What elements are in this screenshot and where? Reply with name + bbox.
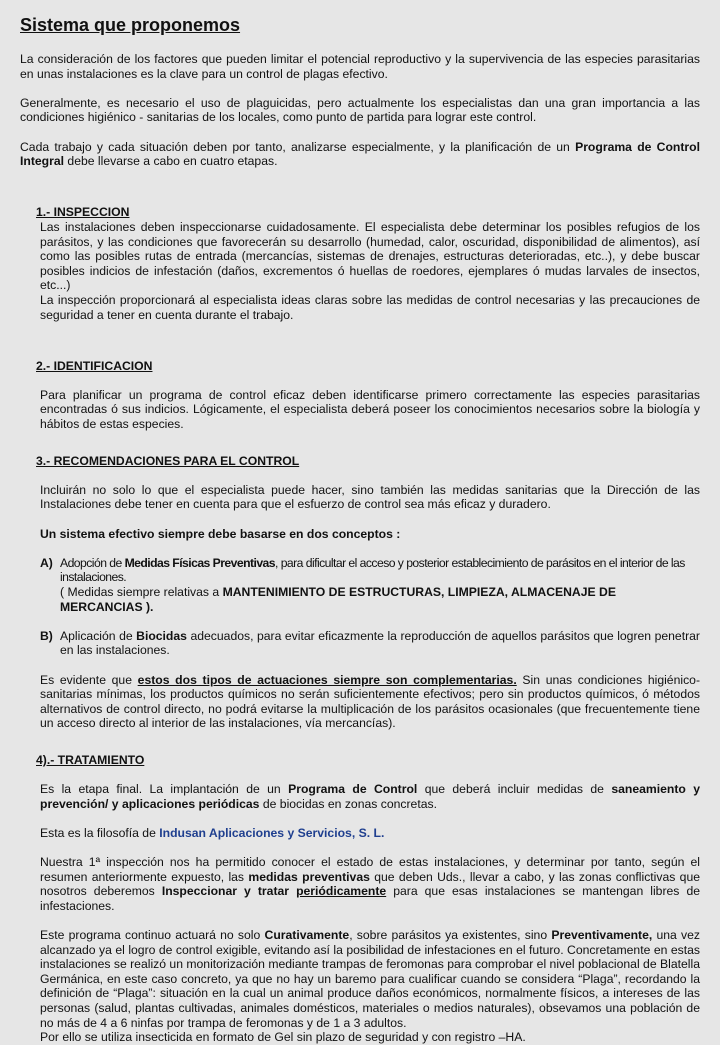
list-label-a: A)	[40, 555, 53, 570]
section-4-paragraph-5: Por ello se utiliza insecticida en formato de Gel sin plazo de seguridad y con registro –HA.	[40, 1030, 526, 1045]
section-3-paragraph-1: Incluirán no solo lo que el especialista puede hacer, sino también las medidas sanitarias que la Dirección de las Instalaciones debe tener en cuenta para que el esfuerzo de control sea más eficaz y duradero.	[40, 482, 700, 512]
section-4-paragraph-4: Este programa continuo actuará no solo Curativamente, sobre parásitos ya existentes, sino Preventivamente, una vez alcanzado ya el logro de control exigible, evitando así la posibilidad de infestaciones en el futuro. Concretamente en estas instalaciones se realizó un monitorización mediante trampas de feromonas para comprobar el nivel poblacional de Blatella Germánica, en este caso concreto, ya que no hay un baremo para cualificar cuando se considera “Plaga”, recordando la definición de “Plaga”: situación en la cual un animal produce daños económicos, normalmente físicos, a intereses de las personas (salud, plantas cultivadas, animales domésticos, materiales o medios naturales), obsevamos una población de no más de 4 a 6 ninfas por trampa de feromonas y de 1 a 3 adultos.	[40, 928, 701, 1030]
page-title: Sistema que proponemos	[20, 15, 241, 35]
section-3-conclusion: Es evidente que estos dos tipos de actuaciones siempre son complementarias. Sin unas condiciones higiénico- sanitarias mínimas, los productos químicos no serán suficientemente efectivos; pero sin productos químicos, ó métodos alternativos de control directo, no podrá evitarse la multiplicación de los parásitos ocasionales (que frecuentemente tiene un acceso directo al interior de las instalaciones, vía mercancías).	[40, 672, 701, 731]
section-1-paragraph-1: Las instalaciones deben inspeccionarse cuidadosamente. El especialista debe determinar los posibles refugios de los parásitos, y las condiciones que favorecerán su desarrollo (humedad, calor, oscuridad, disponibilidad de alimentos), así como las posibles rutas de entrada (mercancías, sistemas de drenajes, estructuras deterioradas, etc..), y debe buscar posibles indicios de infestación (daños, excrementos ó huellas de roedores, ejemplares ó mudas larvales de insectos, etc...)	[40, 219, 700, 293]
intro-paragraph-1: La consideración de los factores que pueden limitar el potencial reproductivo y la supervivencia de las especies parasitarias en unas instalaciones es la clave para un control de plagas efectivo.	[20, 52, 700, 81]
list-item-a: A) Adopción de Medidas Físicas Preventivas, para dificultar el acceso y posterior establecimiento de parásitos en el interior de las instalaciones. ( Medidas siempre relativas a MANTENIMIENTO DE ESTRUCTURAS, LIMPIEZA, ALMACENAJE DE MERCANCIAS ).	[40, 555, 685, 614]
list-label-b: B)	[40, 628, 53, 643]
intro-paragraph-3: Cada trabajo y cada situación deben por tanto, analizarse especialmente, y la planificación de un Programa de Control Integral debe llevarse a cabo en cuatro etapas.	[20, 139, 701, 169]
program-name: Programa de Control Integral	[20, 139, 701, 169]
concepts-heading: Un sistema efectivo siempre debe basarse en dos conceptos :	[40, 526, 401, 541]
section-4-paragraph-2: Esta es la filosofía de Indusan Aplicaciones y Servicios, S. L.	[40, 825, 385, 840]
section-3-title: 3.- RECOMENDACIONES PARA EL CONTROL	[36, 453, 300, 468]
section-4-paragraph-1: Es la etapa final. La implantación de un Programa de Control que deberá incluir medidas de saneamiento y prevención/ y aplicaciones periódicas de biocidas en zonas concretas.	[40, 782, 701, 811]
intro-paragraph-2: Generalmente, es necesario el uso de plaguicidas, pero actualmente los especialistas dan una gran importancia a las condiciones higiénico - sanitarias de los locales, como punto de partida para lograr este control.	[20, 95, 700, 125]
company-name: Indusan Aplicaciones y Servicios, S. L.	[159, 825, 385, 840]
section-4-title: 4).- TRATAMIENTO	[36, 752, 145, 767]
section-1-title: 1.- INSPECCION	[36, 205, 130, 220]
section-2-paragraph-1: Para planificar un programa de control eficaz deben identificarse primero correctamente las especies parasitarias encontradas ó sus indicios. Lógicamente, el especialista deberá poseer los conocimientos necesarios sobre la biología y hábitos de estas especies.	[40, 387, 700, 432]
section-4-paragraph-3: Nuestra 1ª inspección nos ha permitido conocer el estado de estas instalaciones, y determinar por tanto, según el resumen anteriormente expuesto, las medidas preventivas que deben Uds., llevar a cabo, y las zonas conflictivas que nosotros deberemos Inspeccionar y tratar periódicamente para que esas instalaciones se mantengan libres de infestaciones.	[40, 855, 701, 913]
section-1-paragraph-2: La inspección proporcionará al especialista ideas claras sobre las medidas de control necesarias y las precauciones de seguridad a tener en cuenta durante el trabajo.	[40, 292, 700, 322]
list-item-b: B) Aplicación de Biocidas adecuados, para evitar eficazmente la reproducción de aquellos parásitos que logren penetrar en las instalaciones.	[40, 628, 700, 658]
section-2-title: 2.- IDENTIFICACION	[36, 358, 153, 373]
